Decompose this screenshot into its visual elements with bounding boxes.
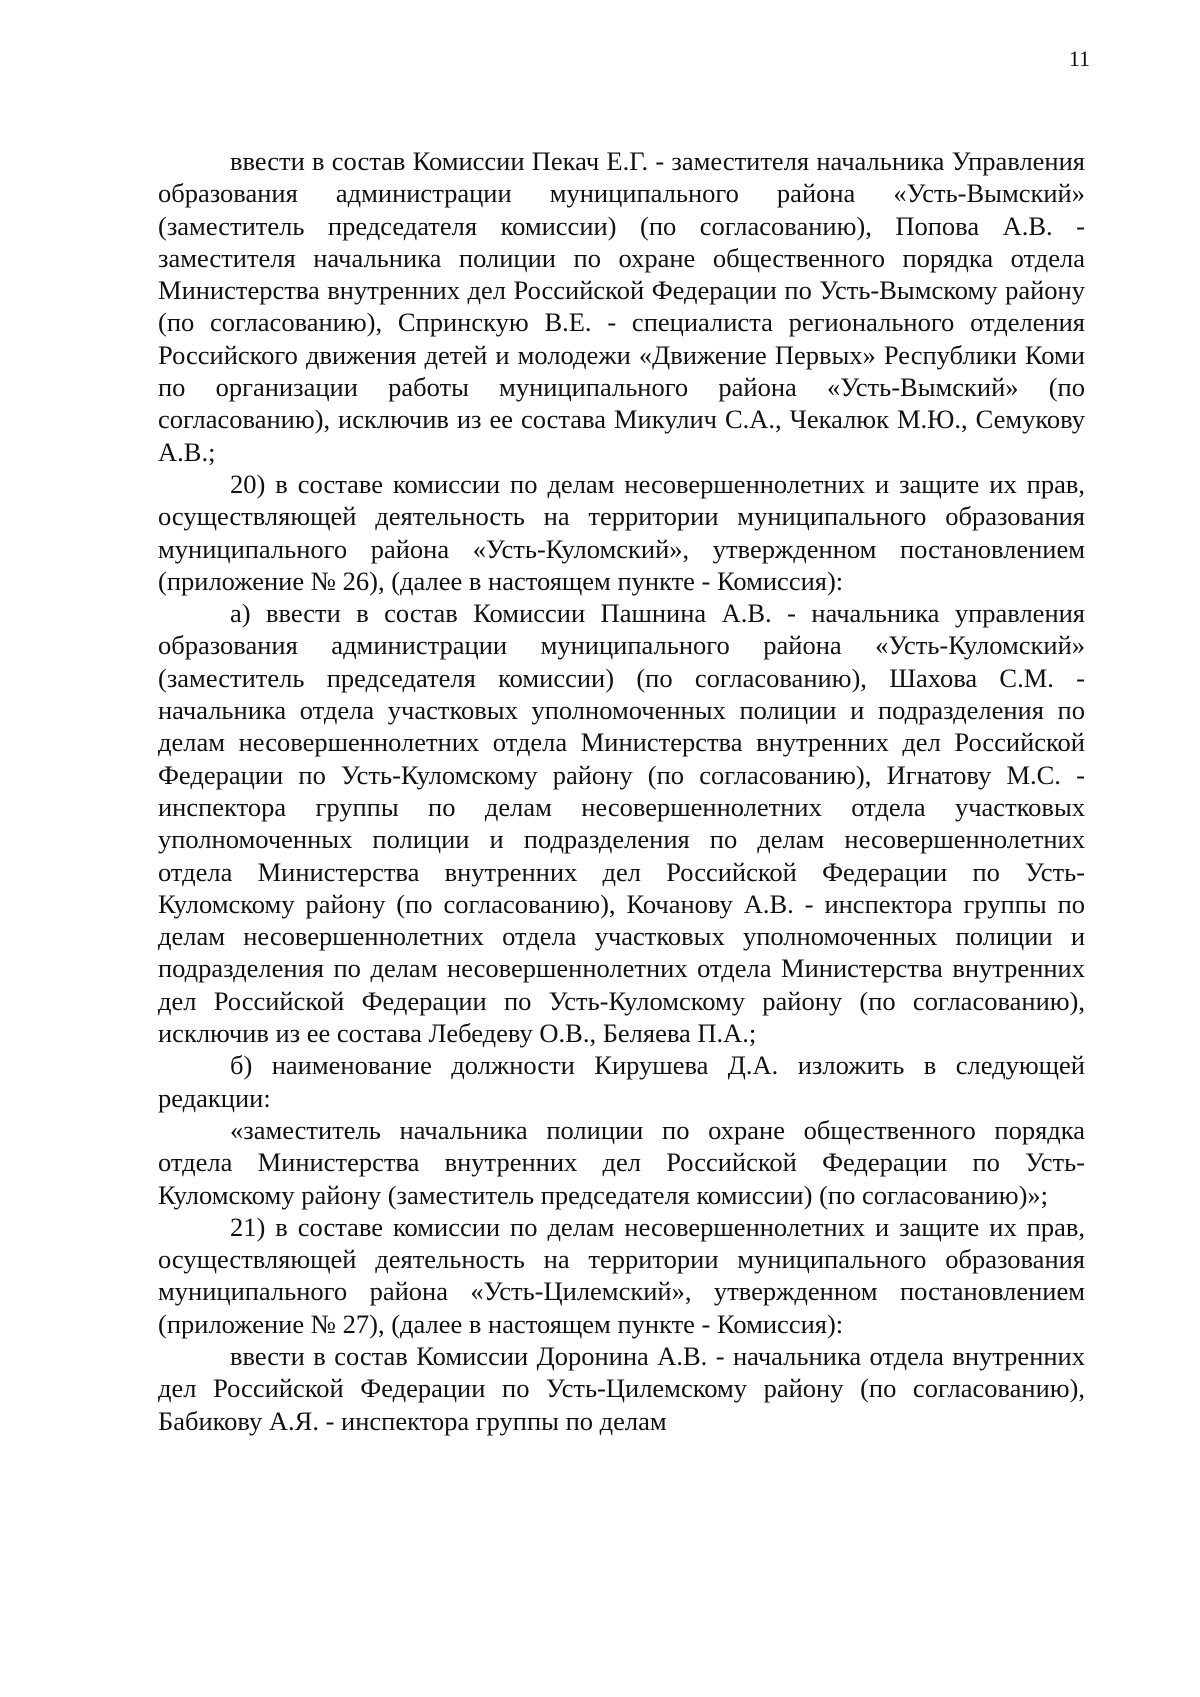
paragraph-item-21: 21) в составе комиссии по делам несовершеннолетних и защите их прав, осуществляющей деятельность на территории муниципального образования муниципального района «Усть-Цилемский», утвержденном постановлением (приложение № 27), (далее в настоящем пункте - Комиссия): [158,1211,1085,1339]
paragraph-item-20b-quote: «заместитель начальника полиции по охране общественного порядка отдела Министерства внутренних дел Российской Федерации по Усть-Куломскому району (заместитель председателя комиссии) (по согласованию)»; [158,1114,1085,1210]
document-body [158,145,1085,1437]
paragraph-item-20a: а) ввести в состав Комиссии Пашнина А.В. - начальника управления образования администрации муниципального района «Усть-Куломский» (заместитель председателя комиссии) (по согласованию), Шахова С.М. - начальника отдела участковых уполномоченных полиции и подразделения по делам несовершеннолетних отдела Министерства внутренних дел Российской Федерации по Усть-Куломскому району (по согласованию), Игнатову М.С. - инспектора группы по делам несовершеннолетних отдела участковых уполномоченных полиции и подразделения по делам несовершеннолетних отдела Министерства внутренних дел Российской Федерации по Усть-Куломскому району (по согласованию), Кочанову А.В. - инспектора группы по делам несовершеннолетних отдела участковых уполномоченных полиции и подразделения по делам несовершеннолетних отдела Министерства внутренних дел Российской Федерации по Усть-Куломскому району (по согласованию), исключив из ее состава Лебедеву О.В., Беляева П.А.; [158,598,1085,1049]
paragraph-item-20b: б) наименование должности Кирушева Д.А. изложить в следующей редакции: [158,1050,1085,1113]
page-number: 11 [1068,46,1090,71]
paragraph-commission-ust-vymsky-members: ввести в состав Комиссии Пекач Е.Г. - заместителя начальника Управления образования администрации муниципального района «Усть-Вымский» (заместитель председателя комиссии) (по согласованию), Попова А.В. - заместителя начальника полиции по охране общественного порядка отдела Министерства внутренних дел Российской Федерации по Усть-Вымскому району (по согласованию), Спринскую В.Е. - специалиста регионального отделения Российского движения детей и молодежи «Движение Первых» Республики Коми по организации работы муниципального района «Усть-Вымский» (по согласованию), исключив из ее состава Микулич С.А., Чекалюк М.Ю., Семукову А.В.; [158,146,1085,467]
paragraph-item-20: 20) в составе комиссии по делам несовершеннолетних и защите их прав, осуществляющей деятельность на территории муниципального образования муниципального района «Усть-Куломский», утвержденном постановлением (приложение № 26), (далее в настоящем пункте - Комиссия): [158,468,1085,596]
paragraph-item-21-members: ввести в состав Комиссии Доронина А.В. - начальника отдела внутренних дел Российской Федерации по Усть-Цилемскому району (по согласованию), Бабикову А.Я. - инспектора группы по делам [158,1340,1085,1436]
